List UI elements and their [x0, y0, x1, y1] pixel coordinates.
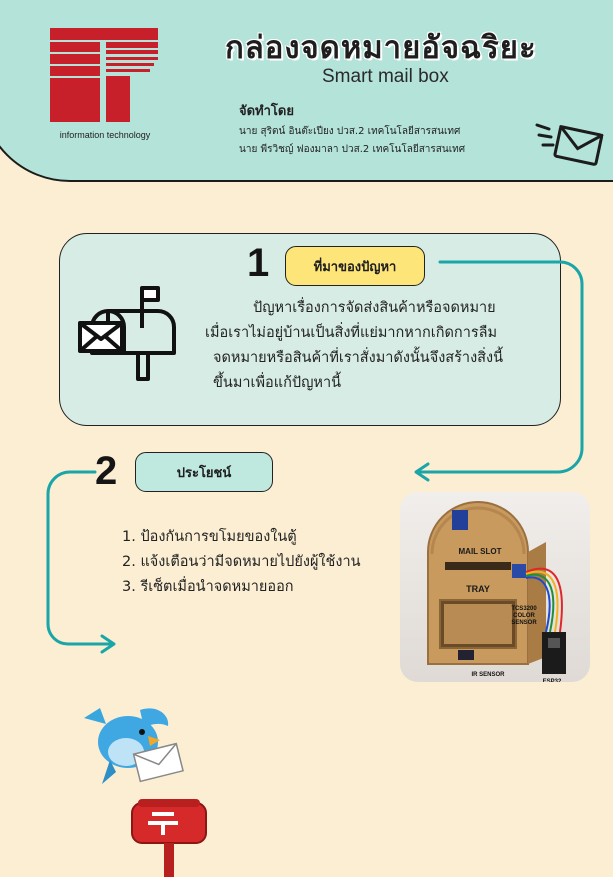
page-title: กล่องจดหมายอัจฉริยะ — [225, 30, 537, 66]
step-number: 1 — [247, 241, 270, 285]
ir-sensor-label: IR SENSOR — [471, 672, 505, 678]
color-sensor-label: COLOR — [513, 613, 535, 619]
benefits-list — [122, 525, 361, 600]
problem-line: เมื่อเราไม่อยู่บ้านเป็นสิ่งที่แย่มากหากเกิดการลืม — [205, 325, 498, 341]
mail-slot-label: MAIL SLOT — [458, 547, 502, 556]
esp32-label: ESP32 — [542, 679, 562, 682]
logo-caption: information technology — [59, 130, 151, 140]
problem-description — [205, 296, 555, 396]
page-subtitle: Smart mail box — [322, 66, 449, 87]
benefits-heading: ประโยชน์ — [135, 452, 273, 492]
problem-line: ปัญหาเรื่องการจัดส่งสินค้าหรือจดหมาย — [253, 300, 496, 316]
made-by-label: จัดทำโดย — [239, 104, 294, 119]
bird-with-letter-icon — [80, 700, 190, 800]
step-number: 2 — [95, 449, 118, 493]
red-postbox-icon — [128, 797, 210, 877]
list-item: 1. ป้องกันการขโมยของในตู้ — [122, 529, 297, 545]
author-line: นาย สุริตน์ อินต๊ะเปียง ปวส.2 เทคโนโลยีสารสนเทศ — [239, 126, 461, 137]
prototype-illustration — [400, 492, 590, 682]
it-logo-icon — [48, 26, 160, 126]
prototype-photo — [400, 492, 590, 682]
mailbox-icon — [78, 283, 178, 383]
tray-label: TRAY — [466, 584, 490, 594]
color-sensor-label: SENSOR — [511, 620, 537, 626]
author-line: นาย พีรวิชญ์ ฟองมาลา ปวส.2 เทคโนโลยีสารสนเทศ — [239, 144, 466, 155]
problem-heading: ที่มาของปัญหา — [285, 246, 425, 286]
list-item: 2. แจ้งเตือนว่ามีจดหมายไปยังผู้ใช้งาน — [122, 554, 361, 570]
problem-line: จดหมายหรือสินค้าที่เราสั่งมาดังนั้นจึงสร้างสิ่งนี้ — [213, 350, 503, 366]
envelope-icon — [535, 115, 605, 173]
color-sensor-label: TCS3200 — [511, 606, 537, 612]
list-item: 3. รีเซ็ตเมื่อนำจดหมายออก — [122, 579, 294, 595]
problem-line: ขึ้นมาเพื่อแก้ปัญหานี้ — [213, 375, 342, 391]
arrow-benefits-to-list — [48, 472, 112, 644]
